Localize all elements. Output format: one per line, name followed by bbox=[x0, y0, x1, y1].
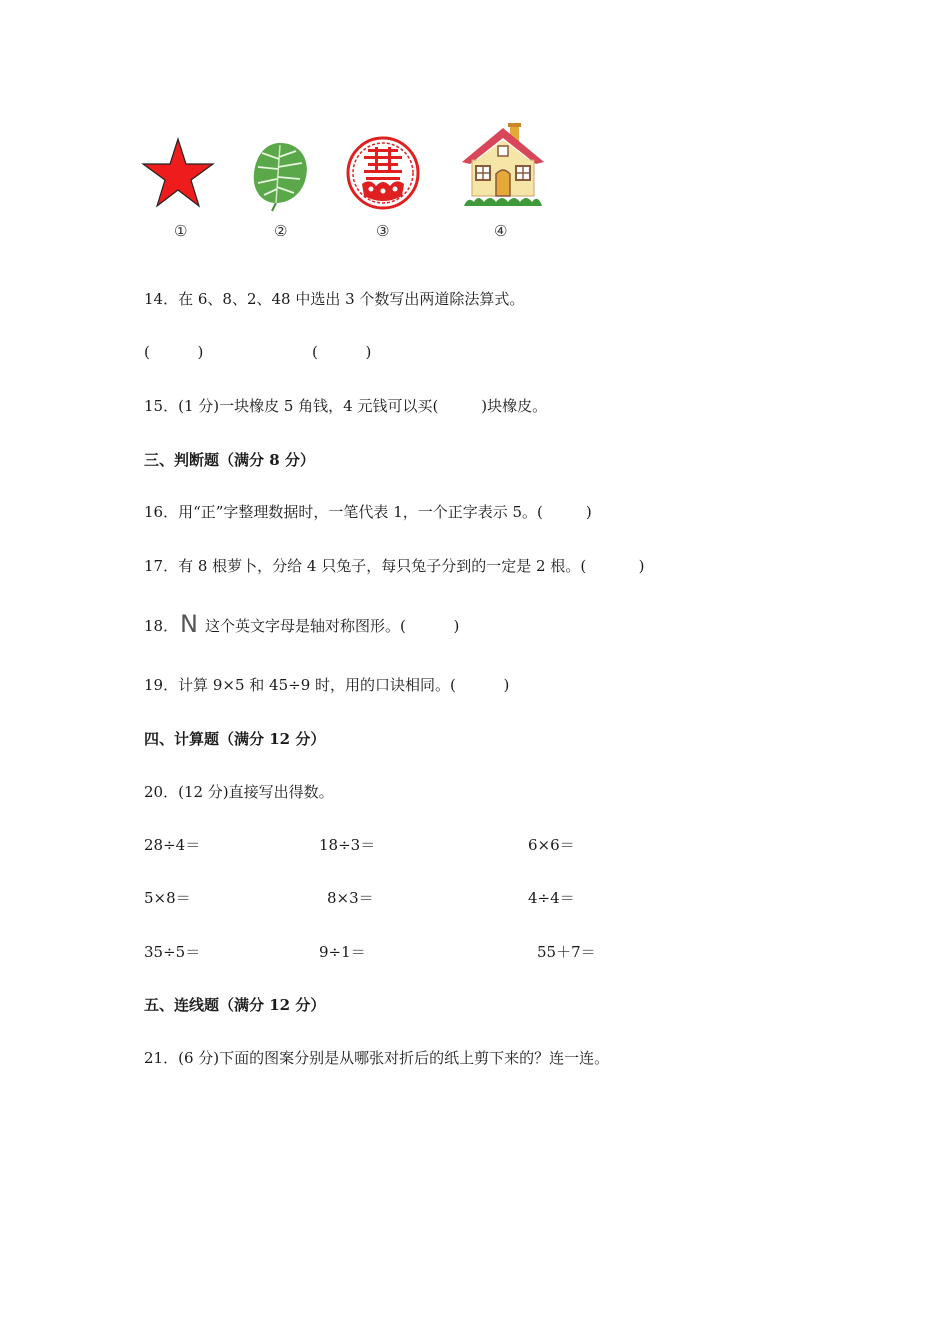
calc-item: 9÷1＝ bbox=[319, 943, 366, 961]
question-18-number: 18． bbox=[144, 617, 179, 635]
question-14-blank-2: ( ) bbox=[312, 343, 372, 361]
question-14-blank-1: ( ) bbox=[144, 343, 204, 361]
calc-item: 28÷4＝ bbox=[144, 836, 201, 854]
double-happiness-papercut-icon bbox=[346, 136, 420, 210]
question-20-text: 20．(12 分)直接写出得数。 bbox=[144, 783, 334, 801]
question-21-text: 21．(6 分)下面的图案分别是从哪张对折后的纸上剪下来的？连一连。 bbox=[144, 1049, 610, 1067]
question-18-text: 这个英文字母是轴对称图形。( ) bbox=[205, 617, 460, 635]
calc-item: 8×3＝ bbox=[327, 889, 374, 907]
question-19-text: 19．计算 9×5 和 45÷9 时，用的口诀相同。( ) bbox=[144, 676, 510, 694]
section-4-title: 四、计算题（满分 12 分） bbox=[144, 730, 326, 748]
house-icon bbox=[460, 122, 546, 208]
calc-item: 18÷3＝ bbox=[319, 836, 376, 854]
figure-label-4: ④ bbox=[494, 222, 508, 240]
question-15-text: 15．(1 分)一块橡皮 5 角钱，4 元钱可以买( )块橡皮。 bbox=[144, 397, 548, 415]
question-17-text: 17．有 8 根萝卜，分给 4 只兔子，每只兔子分到的一定是 2 根。( ) bbox=[144, 557, 645, 575]
leaf-icon bbox=[248, 137, 312, 213]
calc-item: 35÷5＝ bbox=[144, 943, 201, 961]
section-3-title: 三、判断题（满分 8 分） bbox=[144, 451, 315, 469]
calc-item: 4÷4＝ bbox=[528, 889, 575, 907]
figure-label-3: ③ bbox=[376, 222, 390, 240]
star-icon bbox=[142, 137, 214, 209]
question-16-text: 16．用“正”字整理数据时，一笔代表 1，一个正字表示 5。( ) bbox=[144, 503, 592, 521]
section-5-title: 五、连线题（满分 12 分） bbox=[144, 996, 326, 1014]
calc-item: 6×6＝ bbox=[528, 836, 575, 854]
calc-item: 5×8＝ bbox=[144, 889, 191, 907]
question-14-text: 14．在 6、8、2、48 中选出 3 个数写出两道除法算式。 bbox=[144, 290, 525, 308]
calc-item: 55＋7＝ bbox=[537, 943, 596, 961]
figure-label-2: ② bbox=[274, 222, 288, 240]
letter-n-figure: N bbox=[180, 610, 198, 638]
figure-label-1: ① bbox=[174, 222, 188, 240]
